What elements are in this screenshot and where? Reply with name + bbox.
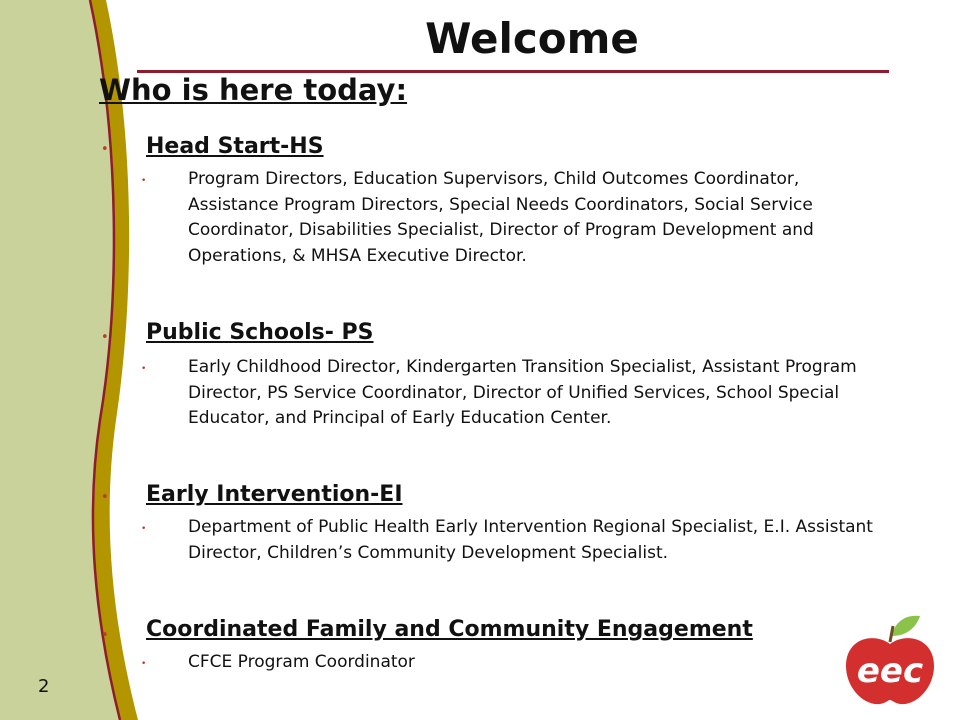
section-bullet: • xyxy=(101,142,109,157)
section-bullet: • xyxy=(101,490,109,505)
section-heading-early-intervention: Early Intervention-EI xyxy=(146,482,403,507)
leaf-icon xyxy=(892,616,920,636)
section-bullet: • xyxy=(101,330,109,345)
section-heading-head-start: Head Start-HS xyxy=(146,134,324,159)
page-number: 2 xyxy=(38,676,50,697)
section-detail-head-start: Program Directors, Education Supervisors, Child Outcomes Coordinator, Assistance Program Directors, Special Needs Coordinators, Social Service Coordinator, Disabilities Specialist, Director of Program Development and Operations, & MHSA Executive Director. xyxy=(188,169,814,266)
eec-apple-logo xyxy=(840,612,940,708)
section-heading-public-schools: Public Schools- PS xyxy=(146,320,374,345)
detail-bullet: • xyxy=(141,524,147,534)
stem-icon xyxy=(890,626,893,642)
detail-bullet: • xyxy=(141,659,147,669)
logo-text: eec xyxy=(856,651,924,691)
section-detail-public-schools: Early Childhood Director, Kindergarten Transition Specialist, Assistant Program Director, PS Service Coordinator, Director of Unified Services, School Special Educator, and Principal of Early Education Center. xyxy=(188,357,857,428)
section-detail-early-intervention: Department of Public Health Early Intervention Regional Specialist, E.I. Assistant Director, Children’s Community Development Specialist. xyxy=(188,517,873,563)
section-bullet: • xyxy=(101,628,109,643)
slide-title: Welcome xyxy=(425,14,639,63)
section-detail-cfce: CFCE Program Coordinator xyxy=(188,652,415,672)
detail-bullet: • xyxy=(141,176,147,186)
slide-subtitle: Who is here today: xyxy=(99,73,408,107)
section-heading-cfce: Coordinated Family and Community Engagement xyxy=(146,617,753,642)
detail-bullet: • xyxy=(141,364,147,374)
